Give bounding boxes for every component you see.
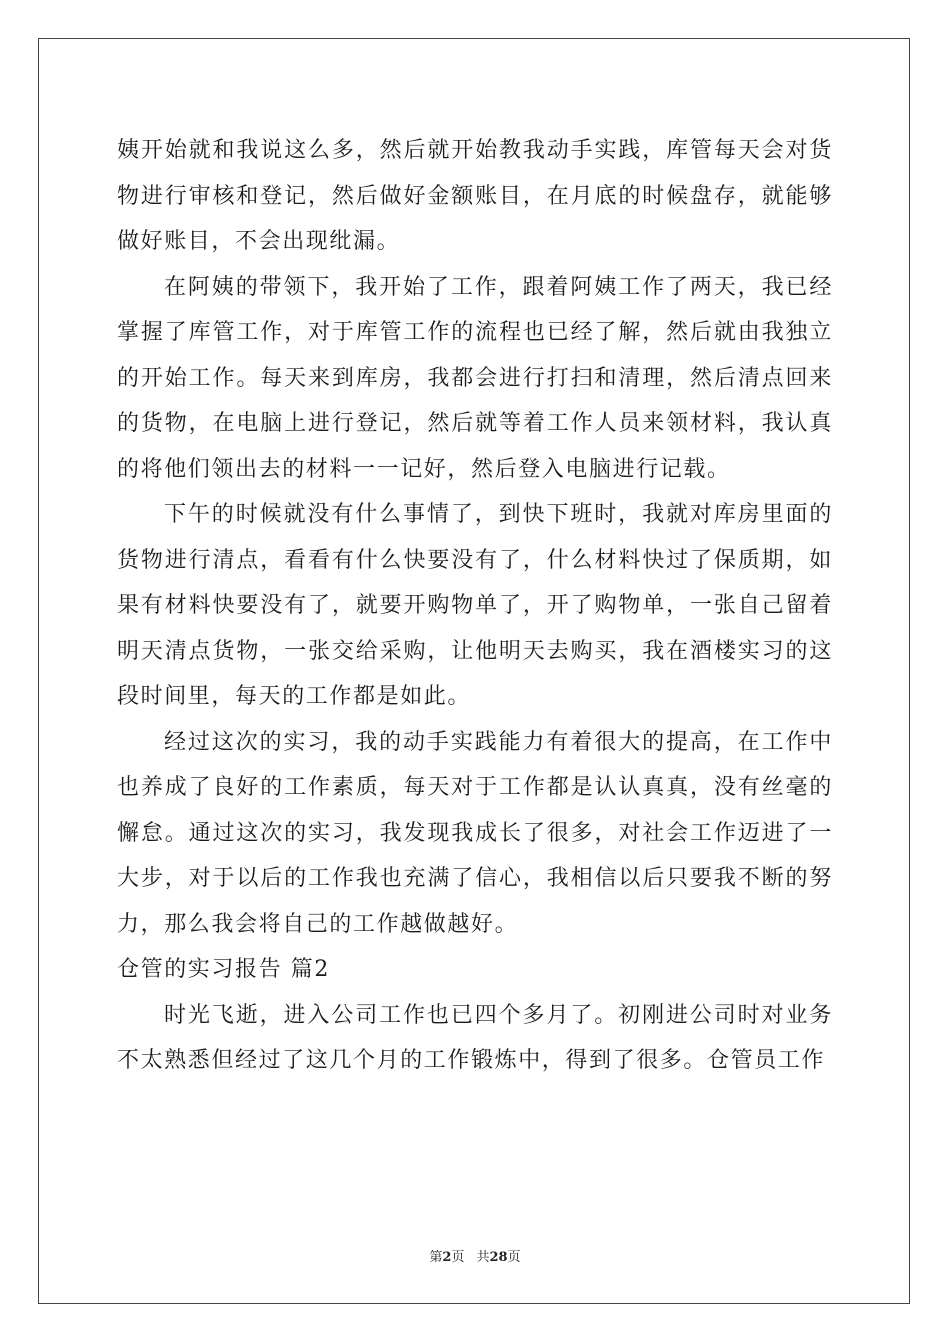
paragraph: 时光飞逝，进入公司工作也已四个多月了。初刚进公司时对业务不太熟悉但经过了这几个月的工作锻炼中，得到了很多。仓管员工作 [117, 1002, 833, 1073]
total-pages: 28 [489, 1250, 508, 1265]
page-number: 2 [442, 1250, 452, 1265]
total-prefix: 共 [476, 1250, 490, 1265]
paragraph: 经过这次的实习，我的动手实践能力有着很大的提高，在工作中也养成了良好的工作素质，每天对于工作都是认认真真，没有丝毫的懈怠。通过这次的实习，我发现我成长了很多，对社会工作迈进了一大步，对于以后的工作我也充满了信心，我相信以后只要我不断的努力，那么我会将自己的工作越做越好。 [117, 729, 833, 937]
paragraph: 姨开始就和我说这么多，然后就开始教我动手实践，库管每天会对货物进行审核和登记，然后做好金额账目，在月底的时候盘存，就能够做好账目，不会出现纰漏。 [117, 138, 833, 254]
paragraph: 下午的时候就没有什么事情了，到快下班时，我就对库房里面的货物进行清点，看看有什么快要没有了，什么材料快过了保质期，如果有材料快要没有了，就要开购物单了，开了购物单，一张自己留着明天清点货物，一张交给采购，让他明天去购买，我在酒楼实习的这段时间里，每天的工作都是如此。 [117, 502, 833, 709]
document-body [117, 128, 833, 1084]
page-suffix: 页 [451, 1250, 465, 1265]
paragraph: 在阿姨的带领下，我开始了工作，跟着阿姨工作了两天，我已经掌握了库管工作，对于库管工作的流程也已经了解，然后就由我独立的开始工作。每天来到库房，我都会进行打扫和清理，然后清点回来的货物，在电脑上进行登记，然后就等着工作人员来领材料，我认真的将他们领出去的材料一一记好，然后登入电脑进行记载。 [117, 274, 833, 482]
section-heading: 仓管的实习报告 篇2 [117, 957, 330, 982]
page-prefix: 第 [429, 1250, 443, 1265]
page-footer [0, 1246, 950, 1265]
total-suffix: 页 [507, 1250, 521, 1265]
